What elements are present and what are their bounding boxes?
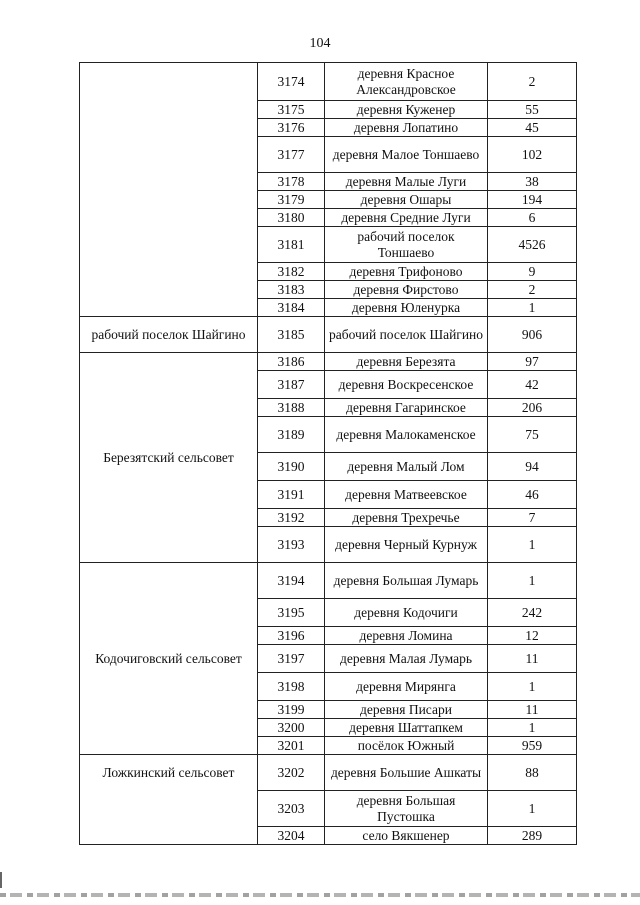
population-value: 45 bbox=[488, 119, 577, 137]
row-number: 3180 bbox=[258, 209, 325, 227]
population-value: 4526 bbox=[488, 227, 577, 263]
population-value: 2 bbox=[488, 281, 577, 299]
settlement-name: рабочий поселок Тоншаево bbox=[325, 227, 488, 263]
settlement-name: деревня Черный Курнуж bbox=[325, 527, 488, 563]
settlement-name: деревня Малокаменское bbox=[325, 417, 488, 453]
district-cell-empty bbox=[80, 63, 258, 317]
row-number: 3197 bbox=[258, 645, 325, 673]
settlement-name: деревня Средние Луги bbox=[325, 209, 488, 227]
settlement-name: деревня Шаттапкем bbox=[325, 719, 488, 737]
settlement-name: село Вякшенер bbox=[325, 827, 488, 845]
row-number: 3185 bbox=[258, 317, 325, 353]
population-value: 206 bbox=[488, 399, 577, 417]
row-number: 3195 bbox=[258, 599, 325, 627]
row-number: 3182 bbox=[258, 263, 325, 281]
row-number: 3189 bbox=[258, 417, 325, 453]
settlement-name: деревня Трехречье bbox=[325, 509, 488, 527]
settlement-name: деревня Гагаринское bbox=[325, 399, 488, 417]
population-value: 9 bbox=[488, 263, 577, 281]
settlement-name: деревня Большая Пустошка bbox=[325, 791, 488, 827]
row-number: 3204 bbox=[258, 827, 325, 845]
population-value: 7 bbox=[488, 509, 577, 527]
row-number: 3178 bbox=[258, 173, 325, 191]
population-value: 38 bbox=[488, 173, 577, 191]
row-number: 3191 bbox=[258, 481, 325, 509]
settlement-name: деревня Кодочиги bbox=[325, 599, 488, 627]
table-row bbox=[80, 563, 577, 599]
population-value: 11 bbox=[488, 645, 577, 673]
settlement-name: деревня Воскресенское bbox=[325, 371, 488, 399]
row-number: 3203 bbox=[258, 791, 325, 827]
population-value: 959 bbox=[488, 737, 577, 755]
population-value: 94 bbox=[488, 453, 577, 481]
scan-edge-mark bbox=[0, 872, 2, 888]
settlement-name: деревня Малый Лом bbox=[325, 453, 488, 481]
population-value: 75 bbox=[488, 417, 577, 453]
settlement-name: деревня Фирстово bbox=[325, 281, 488, 299]
population-value: 55 bbox=[488, 101, 577, 119]
row-number: 3174 bbox=[258, 63, 325, 101]
settlement-name: деревня Ломина bbox=[325, 627, 488, 645]
population-value: 1 bbox=[488, 563, 577, 599]
district-name: Кодочиговский сельсовет bbox=[80, 563, 258, 755]
population-value: 11 bbox=[488, 701, 577, 719]
row-number: 3199 bbox=[258, 701, 325, 719]
row-number: 3177 bbox=[258, 137, 325, 173]
settlement-name: деревня Малая Лумарь bbox=[325, 645, 488, 673]
row-number: 3190 bbox=[258, 453, 325, 481]
row-number: 3192 bbox=[258, 509, 325, 527]
settlement-name: деревня Малые Луги bbox=[325, 173, 488, 191]
population-value: 46 bbox=[488, 481, 577, 509]
population-value: 1 bbox=[488, 719, 577, 737]
population-value: 1 bbox=[488, 299, 577, 317]
row-number: 3175 bbox=[258, 101, 325, 119]
district-name: рабочий поселок Шайгино bbox=[80, 317, 258, 353]
row-number: 3202 bbox=[258, 755, 325, 791]
row-number: 3186 bbox=[258, 353, 325, 371]
population-value: 289 bbox=[488, 827, 577, 845]
settlement-name: деревня Большие Ашкаты bbox=[325, 755, 488, 791]
settlements-table bbox=[79, 62, 577, 845]
table-row bbox=[80, 63, 577, 101]
row-number: 3183 bbox=[258, 281, 325, 299]
settlement-name: деревня Мирянга bbox=[325, 673, 488, 701]
row-number: 3201 bbox=[258, 737, 325, 755]
population-value: 242 bbox=[488, 599, 577, 627]
table-row bbox=[80, 755, 577, 791]
settlement-name: деревня Лопатино bbox=[325, 119, 488, 137]
settlement-name: рабочий поселок Шайгино bbox=[325, 317, 488, 353]
population-value: 42 bbox=[488, 371, 577, 399]
settlement-name: деревня Куженер bbox=[325, 101, 488, 119]
district-name: Березятский сельсовет bbox=[80, 353, 258, 563]
settlement-name: деревня Трифоново bbox=[325, 263, 488, 281]
row-number: 3194 bbox=[258, 563, 325, 599]
table-row bbox=[80, 353, 577, 371]
population-value: 906 bbox=[488, 317, 577, 353]
population-value: 97 bbox=[488, 353, 577, 371]
row-number: 3176 bbox=[258, 119, 325, 137]
population-value: 194 bbox=[488, 191, 577, 209]
population-value: 88 bbox=[488, 755, 577, 791]
population-value: 2 bbox=[488, 63, 577, 101]
population-value: 1 bbox=[488, 673, 577, 701]
row-number: 3179 bbox=[258, 191, 325, 209]
row-number: 3198 bbox=[258, 673, 325, 701]
population-value: 12 bbox=[488, 627, 577, 645]
scan-footer-artifact bbox=[0, 893, 640, 897]
row-number: 3184 bbox=[258, 299, 325, 317]
settlement-name: деревня Большая Лумарь bbox=[325, 563, 488, 599]
population-value: 1 bbox=[488, 791, 577, 827]
population-value: 1 bbox=[488, 527, 577, 563]
settlement-name: деревня Матвеевское bbox=[325, 481, 488, 509]
settlement-name: деревня Березята bbox=[325, 353, 488, 371]
settlement-name: деревня Писари bbox=[325, 701, 488, 719]
row-number: 3187 bbox=[258, 371, 325, 399]
row-number: 3181 bbox=[258, 227, 325, 263]
row-number: 3200 bbox=[258, 719, 325, 737]
population-value: 102 bbox=[488, 137, 577, 173]
table-row bbox=[80, 317, 577, 353]
district-name: Ложкинский сельсовет bbox=[80, 755, 258, 845]
row-number: 3196 bbox=[258, 627, 325, 645]
row-number: 3193 bbox=[258, 527, 325, 563]
settlement-name: деревня Малое Тоншаево bbox=[325, 137, 488, 173]
settlement-name: посёлок Южный bbox=[325, 737, 488, 755]
settlement-name: деревня Ошары bbox=[325, 191, 488, 209]
page-number: 104 bbox=[309, 36, 331, 51]
settlement-name: деревня Красное Александровское bbox=[325, 63, 488, 101]
row-number: 3188 bbox=[258, 399, 325, 417]
population-value: 6 bbox=[488, 209, 577, 227]
settlement-name: деревня Юленурка bbox=[325, 299, 488, 317]
